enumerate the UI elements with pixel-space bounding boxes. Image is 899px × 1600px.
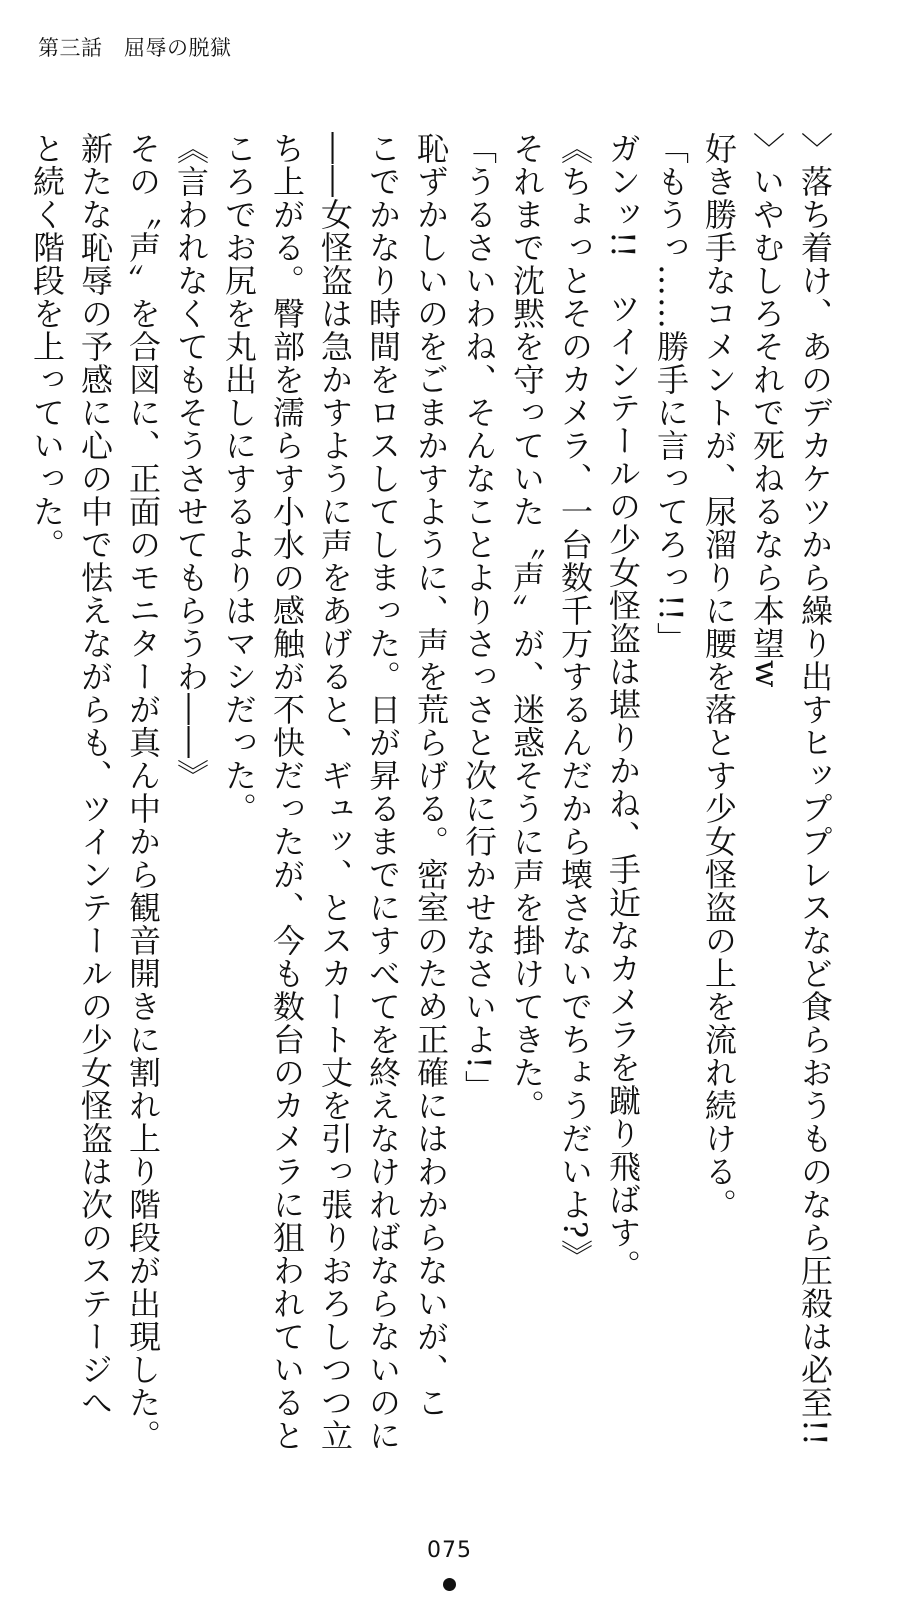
text-line: 「うるさいわね、そんなことよりさっさと次に行かせなさいよ!」 xyxy=(460,132,498,1103)
text-line: 《ちょっとそのカメラ、一台数千万するんだから壊さないでちょうだいよ?》 xyxy=(556,132,594,1273)
body-text-vertical xyxy=(23,132,839,1452)
text-line: 《言われなくてもそうさせてもらうわ――》 xyxy=(172,132,210,792)
chapter-title: 第三話 屈辱の脱獄 xyxy=(38,36,232,60)
page-number: 075 xyxy=(427,1538,472,1563)
text-line: 〉いやむしろそれで死ねるなら本望w xyxy=(748,132,786,689)
text-line: ――女怪盗は急かすように声をあげると、ギュッ、とスカート丈を引っ張りおろしつつ立 xyxy=(316,132,354,1452)
text-line: 「もうっ……勝手に言ってろっ!!」 xyxy=(652,132,690,655)
text-line: 恥ずかしいのをごまかすように、声を荒らげる。密室のため正確にはわからないが、こ xyxy=(412,132,450,1419)
text-line: ころでお尻を丸出しにするよりはマシだった。 xyxy=(220,132,258,825)
text-line: それまで沈黙を守っていた〝声〟が、迷惑そうに声を掛けてきた。 xyxy=(508,132,546,1122)
text-line: その〝声〟を合図に、正面のモニターが真ん中から観音開きに割れ上り階段が出現した。 xyxy=(124,132,162,1452)
text-line: 新たな恥辱の予感に心の中で怯えながらも、ツインテールの少女怪盗は次のステージへ xyxy=(76,132,114,1419)
text-line: こでかなり時間をロスしてしまった。日が昇るまでにすべてを終えなければならないのに xyxy=(364,132,402,1452)
text-line: 好き勝手なコメントが、尿溜りに腰を落とす少女怪盗の上を流れ続ける。 xyxy=(700,132,738,1221)
page-number-dot xyxy=(443,1578,456,1591)
text-line: ガンッ!! ツインテールの少女怪盗は堪りかね、手近なカメラを蹴り飛ばす。 xyxy=(604,132,642,1282)
text-line: ち上がる。臀部を濡らす小水の感触が不快だったが、今も数台のカメラに狙われていると xyxy=(268,132,306,1452)
text-line: と続く階段を上っていった。 xyxy=(28,132,66,561)
text-line: 〉落ち着け、あのデカケツから繰り出すヒッププレスなど食らおうものなら圧殺は必至!! xyxy=(796,132,834,1447)
